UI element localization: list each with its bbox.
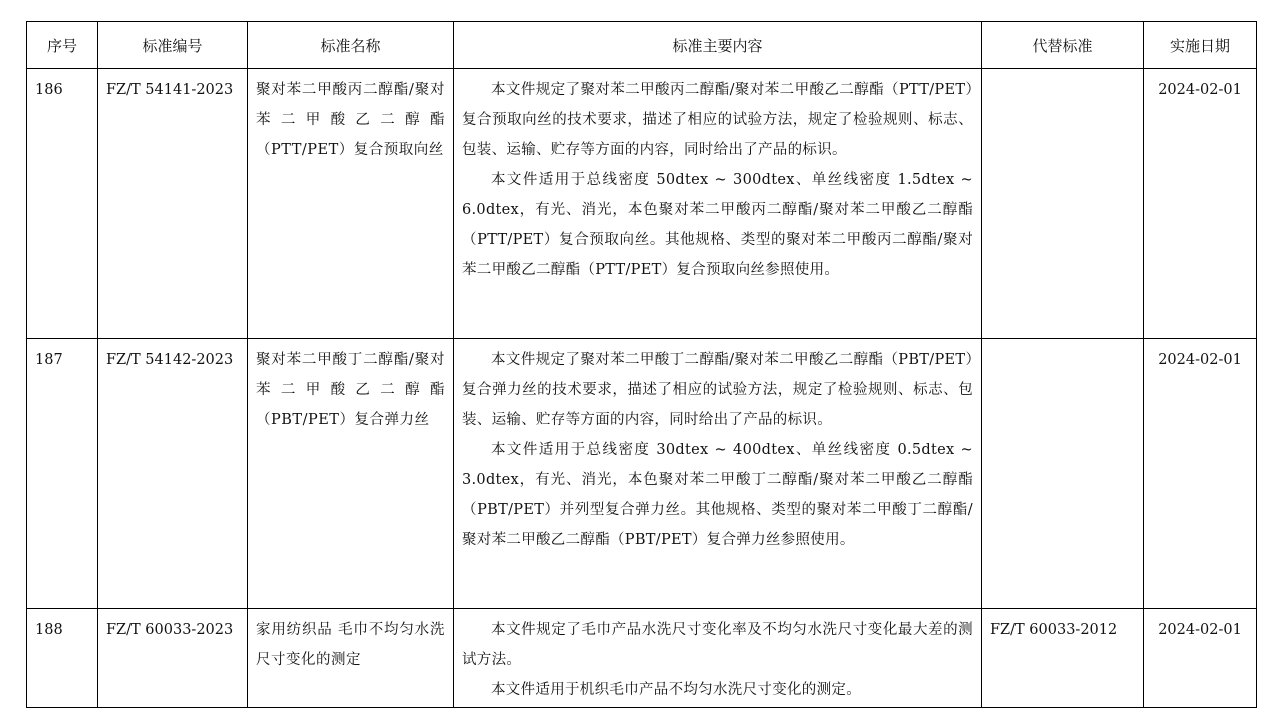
row-code: FZ/T 60033-2023 bbox=[98, 609, 248, 708]
content-paragraph: 本文件规定了聚对苯二甲酸丙二醇酯/聚对苯二甲酸乙二醇酯（PTT/PET）复合预取向丝的技术要求，描述了相应的试验方法，规定了检验规则、标志、包装、运输、贮存等方面的内容，同时给出了产品的标识。 bbox=[462, 82, 973, 158]
content-paragraph: 本文件适用于总线密度 50dtex ~ 300dtex、单丝线密度 1.5dtex ~ 6.0dtex，有光、消光，本色聚对苯二甲酸丙二醇酯/聚对苯二甲酸乙二醇酯（PTT/PET）复合预取向丝。其他规格、类型的聚对苯二甲酸丙二醇酯/聚对苯二甲酸乙二醇酯（PTT/PET）复合预取向丝参照使用。 bbox=[462, 172, 973, 278]
header-no: 序号 bbox=[27, 22, 98, 69]
row-no: 188 bbox=[27, 609, 98, 708]
content-paragraph: 本文件规定了毛巾产品水洗尺寸变化率及不均匀水洗尺寸变化最大差的测试方法。 bbox=[462, 622, 973, 668]
row-replaces: FZ/T 60033-2012 bbox=[982, 609, 1144, 708]
row-replaces bbox=[982, 339, 1144, 609]
header-replaces: 代替标准 bbox=[982, 22, 1144, 69]
row-date: 2024-02-01 bbox=[1144, 69, 1257, 339]
content-paragraph: 本文件规定了聚对苯二甲酸丁二醇酯/聚对苯二甲酸乙二醇酯（PBT/PET）复合弹力丝的技术要求，描述了相应的试验方法，规定了检验规则、标志、包装、运输、贮存等方面的内容，同时给出了产品的标识。 bbox=[462, 352, 973, 428]
row-code: FZ/T 54141-2023 bbox=[98, 69, 248, 339]
table-row bbox=[27, 339, 1257, 609]
row-date: 2024-02-01 bbox=[1144, 609, 1257, 708]
header-name: 标准名称 bbox=[248, 22, 454, 69]
row-code: FZ/T 54142-2023 bbox=[98, 339, 248, 609]
row-content bbox=[454, 69, 982, 339]
table-row bbox=[27, 69, 1257, 339]
row-name: 家用纺织品 毛巾不均匀水洗尺寸变化的测定 bbox=[248, 609, 454, 708]
row-name: 聚对苯二甲酸丁二醇酯/聚对苯二甲酸乙二醇酯（PBT/PET）复合弹力丝 bbox=[248, 339, 454, 609]
standards-table bbox=[26, 21, 1257, 708]
header-content: 标准主要内容 bbox=[454, 22, 982, 69]
row-no: 187 bbox=[27, 339, 98, 609]
row-no: 186 bbox=[27, 69, 98, 339]
row-name: 聚对苯二甲酸丙二醇酯/聚对苯二甲酸乙二醇酯（PTT/PET）复合预取向丝 bbox=[248, 69, 454, 339]
row-content bbox=[454, 609, 982, 708]
header-code: 标准编号 bbox=[98, 22, 248, 69]
row-content bbox=[454, 339, 982, 609]
row-date: 2024-02-01 bbox=[1144, 339, 1257, 609]
content-paragraph: 本文件适用于机织毛巾产品不均匀水洗尺寸变化的测定。 bbox=[491, 682, 861, 698]
table-row bbox=[27, 609, 1257, 708]
table-header-row bbox=[27, 22, 1257, 69]
header-date: 实施日期 bbox=[1144, 22, 1257, 69]
content-paragraph: 本文件适用于总线密度 30dtex ~ 400dtex、单丝线密度 0.5dtex ~ 3.0dtex，有光、消光，本色聚对苯二甲酸丁二醇酯/聚对苯二甲酸乙二醇酯（PBT/PET）并列型复合弹力丝。其他规格、类型的聚对苯二甲酸丁二醇酯/聚对苯二甲酸乙二醇酯（PBT/PET）复合弹力丝参照使用。 bbox=[462, 442, 973, 548]
row-replaces bbox=[982, 69, 1144, 339]
